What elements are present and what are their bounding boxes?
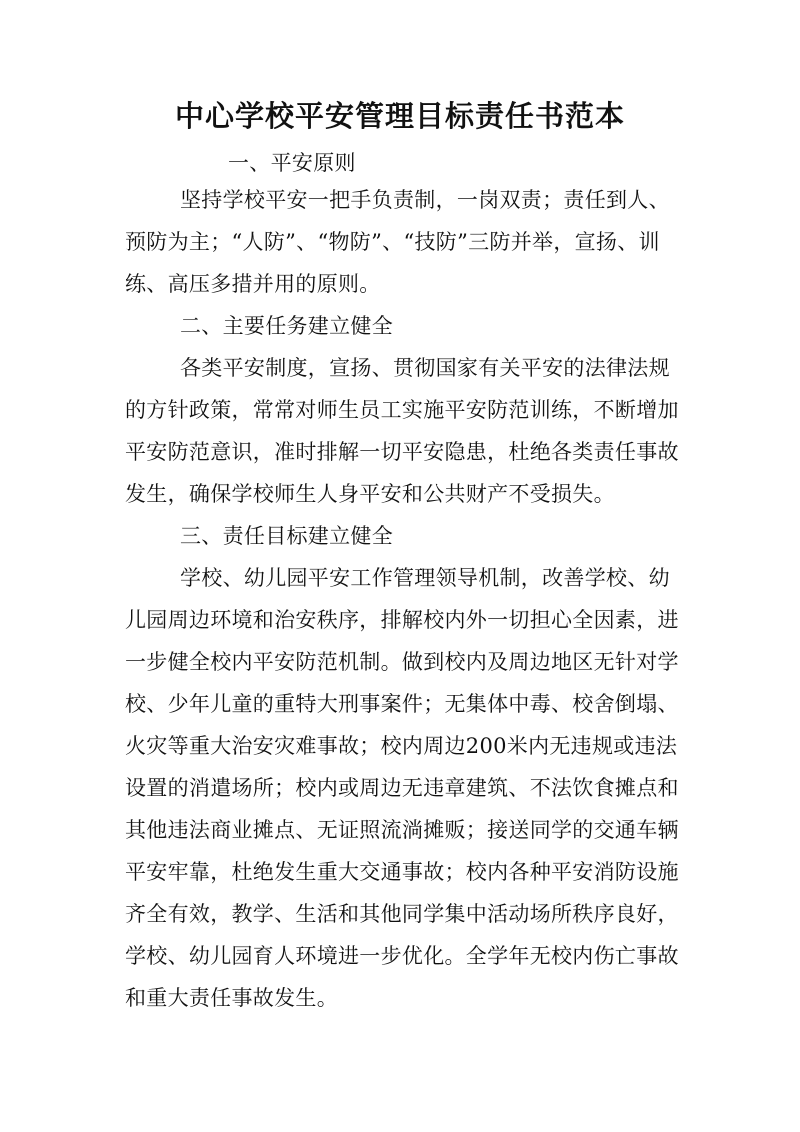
paragraph-line: 各类平安制度，宣扬、贯彻国家有关平安的法律法规 bbox=[180, 356, 670, 380]
document-title: 中心学校平安管理目标责任书范本 bbox=[174, 99, 625, 133]
paragraph-line: 校、少年儿童的重特大刑事案件；无集体中毒、校舍倒塌、 bbox=[125, 692, 679, 716]
paragraph-line: 儿园周边环境和治安秩序，排解校内外一切担心全因素，进 bbox=[125, 608, 679, 632]
section-heading-1: 一、平安原则 bbox=[228, 151, 356, 175]
paragraph-line: 设置的消遣场所；校内或周边无违章建筑、不法饮食摊点和 bbox=[125, 776, 679, 800]
paragraph-line: 练、高压多措并用的原则。 bbox=[125, 272, 381, 296]
paragraph-line: 火灾等重大治安灾难事故；校内周边200米内无违规或违法 bbox=[125, 734, 678, 758]
section-heading-2: 二、主要任务建立健全 bbox=[180, 314, 393, 338]
paragraph-line: 其他违法商业摊点、无证照流淌摊贩；接送同学的交通车辆 bbox=[125, 818, 679, 842]
paragraph-line: 预防为主；“人防”、“物防”、“技防”三防并举，宣扬、训 bbox=[125, 230, 660, 254]
section-heading-3: 三、责任目标建立健全 bbox=[180, 524, 393, 548]
paragraph-line: 学校、幼儿园育人环境进一步优化。全学年无校内伤亡事故 bbox=[125, 944, 679, 968]
paragraph-line: 的方针政策，常常对师生员工实施平安防范训练，不断增加 bbox=[125, 398, 679, 422]
paragraph-line: 一步健全校内平安防范机制。做到校内及周边地区无针对学 bbox=[125, 650, 679, 674]
paragraph-line: 平安防范意识，准时排解一切平安隐患，杜绝各类责任事故 bbox=[125, 440, 679, 464]
paragraph-line: 平安牢靠，杜绝发生重大交通事故；校内各种平安消防设施 bbox=[125, 860, 679, 884]
paragraph-line: 坚持学校平安一把手负责制，一岗双责；责任到人、 bbox=[180, 188, 670, 212]
paragraph-line: 发生，确保学校师生人身平安和公共财产不受损失。 bbox=[125, 482, 615, 506]
paragraph-line: 齐全有效，教学、生活和其他同学集中活动场所秩序良好， bbox=[125, 902, 679, 926]
paragraph-line: 和重大责任事故发生。 bbox=[125, 986, 338, 1010]
paragraph-line: 学校、幼儿园平安工作管理领导机制，改善学校、幼 bbox=[180, 566, 670, 590]
